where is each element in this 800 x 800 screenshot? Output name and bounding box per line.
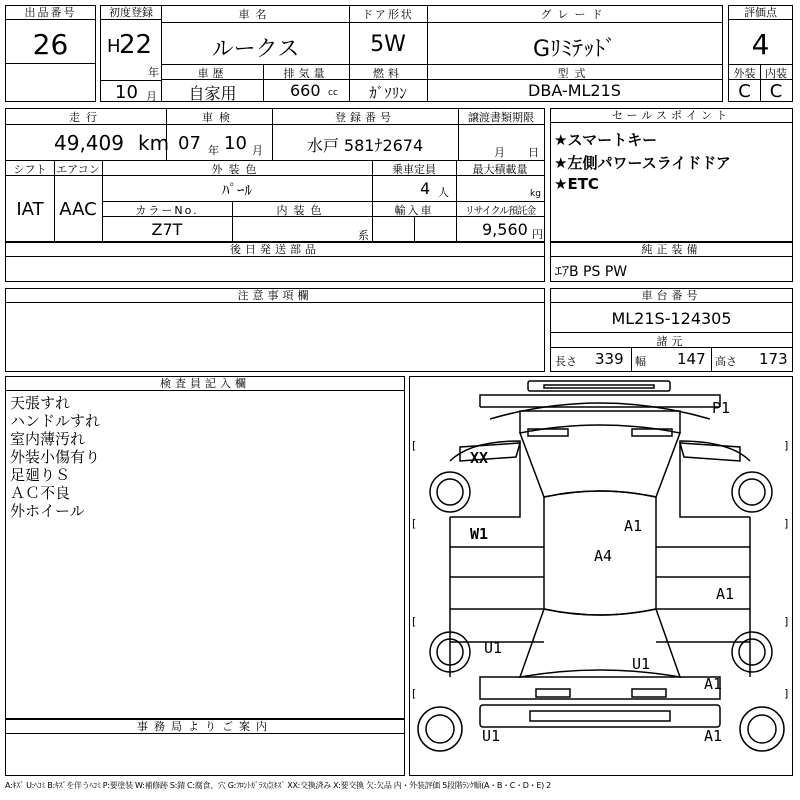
- width: 147: [677, 350, 706, 368]
- inspection-year: 07: [178, 133, 201, 154]
- ext-color-label: 外装色: [211, 163, 263, 176]
- office-notice-label: 事務局よりご案内: [6, 720, 404, 734]
- max-load-label: 最大積載量: [472, 163, 528, 176]
- interior-grade: C: [769, 81, 783, 102]
- notes-label: 注意事項欄: [6, 289, 544, 303]
- era: H: [107, 36, 121, 57]
- damage-mark-xx: XX: [470, 449, 489, 467]
- reg-year: 22: [119, 30, 153, 60]
- damage-mark-a4: A4: [594, 547, 613, 565]
- length: 339: [595, 350, 624, 368]
- first-reg-label: 初度登録: [101, 6, 161, 20]
- recycle-fee: 9,560: [482, 220, 528, 239]
- ext-color: ﾊﾟｰﾙ: [221, 181, 252, 199]
- fuel: ｶﾞｿﾘﾝ: [369, 84, 407, 102]
- inspector-note-4: 外装小傷有り: [10, 448, 101, 466]
- grade: Gﾘﾐﾃｯﾄﾞ: [532, 37, 617, 62]
- exterior-grade-label: 外装: [733, 67, 756, 80]
- inspection-month: 10: [224, 133, 247, 154]
- damage-mark-a1-rear: A1: [704, 675, 723, 693]
- import-label: 輸入車: [394, 204, 434, 217]
- sales-points-label: セールスポイント: [551, 109, 792, 123]
- history: 自家用: [188, 84, 237, 103]
- inspector-note-3: 室内薄汚れ: [10, 430, 86, 448]
- car-outline-diagram: [410, 377, 792, 775]
- car-name: ルークス: [211, 37, 300, 62]
- bracket-left-4: [: [412, 687, 417, 700]
- mileage-label: 走行: [69, 111, 103, 124]
- later-parts-label: 後日発送部品: [6, 243, 544, 257]
- notes-box: [5, 288, 545, 372]
- model-label: 型式: [557, 67, 592, 80]
- score-box: [728, 5, 793, 102]
- history-label: 車歴: [197, 67, 228, 80]
- mileage-unit: km: [138, 131, 170, 155]
- length-label: 長さ: [555, 355, 577, 368]
- shift-label: シフト: [13, 163, 47, 176]
- recycle-unit: 円: [532, 228, 543, 241]
- later-parts-box: [5, 242, 545, 282]
- vehicle-details-box: [5, 108, 545, 242]
- int-color-label: 内装色: [276, 204, 328, 217]
- score-label: 評価点: [729, 6, 792, 20]
- legend: A:ｷｽﾞ U:ﾍｺﾐ B:ｷｽﾞを伴うﾍｺﾐ P:要塗装 W:補修跡 S:錆 C:腐食、穴 G:ﾌﾛﾝﾄｶﾞﾗｽ点ｷｽﾞ XX:交換済み X:要交換 欠:欠品 内・外装評価 5段階ﾗﾝｸ順(A・B・C・D・E) 2: [5, 781, 551, 790]
- inspection-month-unit: 月: [252, 144, 263, 157]
- reg-number: 水戸 581ﾅ2674: [306, 136, 424, 155]
- displacement: 660: [290, 81, 321, 100]
- capacity-label: 乗車定員: [392, 163, 436, 176]
- inspector-notes-box: [5, 376, 405, 719]
- sales-point-1: ★スマートキー: [554, 131, 658, 149]
- damage-mark-a1-right: A1: [716, 585, 735, 603]
- shift-type: IAT: [16, 199, 44, 220]
- height: 173: [759, 350, 788, 368]
- interior-grade-label: 内装: [765, 67, 787, 80]
- color-no: Z7T: [151, 220, 183, 239]
- damage-mark-u1-left: U1: [484, 639, 503, 657]
- damage-diagram: [409, 376, 793, 776]
- reg-month-unit: 月: [146, 90, 157, 103]
- sales-point-2: ★左側パワースライドドア: [554, 154, 731, 172]
- capacity-unit: 人: [438, 186, 449, 199]
- inspector-note-5: 足廻りＳ: [10, 466, 71, 484]
- bracket-right-1: ]: [784, 439, 789, 452]
- damage-mark-p1: P1: [712, 399, 731, 417]
- reg-year-unit: 年: [148, 66, 159, 79]
- displacement-unit: cc: [328, 88, 338, 98]
- car-name-label: 車名: [238, 8, 273, 21]
- score: 4: [751, 28, 770, 61]
- damage-mark-u1-bumper: U1: [482, 727, 501, 745]
- sales-points-box: [550, 108, 793, 242]
- bracket-left-2: [: [412, 517, 417, 530]
- inspector-note-1: 天張すれ: [10, 394, 71, 412]
- bracket-left-3: [: [412, 615, 417, 628]
- dims-label: 諸元: [656, 335, 687, 348]
- damage-mark-a1-roof: A1: [624, 517, 643, 535]
- equipment-value: ｴｱB PS PW: [555, 264, 628, 280]
- damage-mark-u1-rear: U1: [632, 655, 651, 673]
- bracket-right-3: ]: [784, 615, 789, 628]
- chassis-box: [550, 288, 793, 372]
- transfer-day: 日: [528, 146, 539, 159]
- bracket-right-2: ]: [784, 517, 789, 530]
- fuel-label: 燃料: [373, 67, 403, 80]
- capacity: 4: [420, 179, 431, 198]
- inspector-note-7: 外ホイール: [10, 502, 85, 520]
- aircon-type: AAC: [59, 199, 97, 220]
- lot-number-label: 出品番号: [6, 6, 95, 20]
- grade-label: グレード: [540, 8, 609, 21]
- chassis-number: ML21S-124305: [611, 309, 732, 328]
- lot-number-box: [5, 5, 96, 102]
- inspector-note-6: ＡＣ不良: [10, 484, 71, 502]
- door-label: ドア形状: [362, 8, 414, 21]
- sales-point-3: ★ETC: [554, 175, 599, 193]
- int-color-unit: 系: [358, 229, 369, 242]
- height-label: 高さ: [715, 355, 737, 368]
- mileage: 49,409: [54, 131, 124, 155]
- car-info-box: [161, 5, 723, 102]
- equipment-label: 純正装備: [551, 243, 792, 257]
- lot-number: 26: [32, 28, 69, 61]
- bracket-right-4: ]: [784, 687, 789, 700]
- equipment-box: [550, 242, 793, 282]
- door-type: 5W: [370, 32, 406, 57]
- inspection-label: 車検: [202, 111, 236, 124]
- color-no-label: カラーNo.: [135, 204, 199, 217]
- model-code: DBA-ML21S: [528, 81, 621, 100]
- exterior-grade: C: [738, 81, 751, 102]
- inspection-year-unit: 年: [208, 144, 219, 157]
- chassis-label: 車台番号: [551, 289, 792, 303]
- reg-number-label: 登録番号: [335, 111, 395, 124]
- aircon-label: エアコン: [56, 163, 100, 176]
- reg-month: 10: [115, 82, 138, 103]
- max-load-unit: kg: [530, 189, 541, 199]
- bracket-left-1: [: [412, 439, 417, 452]
- displacement-label: 排気量: [283, 67, 329, 80]
- transfer-doc-label: 譲渡書類期限: [468, 111, 534, 124]
- inspector-note-2: ハンドルすれ: [10, 412, 101, 430]
- damage-mark-a1-bumper: A1: [704, 727, 723, 745]
- inspector-notes-label: 検査員記入欄: [6, 377, 404, 391]
- damage-mark-w1: W1: [470, 525, 489, 543]
- transfer-month: 月: [494, 146, 505, 159]
- recycle-label: リサイクル預託金: [464, 206, 536, 217]
- office-notice-box: [5, 719, 405, 776]
- width-label: 幅: [635, 355, 646, 368]
- first-registration-box: [100, 5, 162, 102]
